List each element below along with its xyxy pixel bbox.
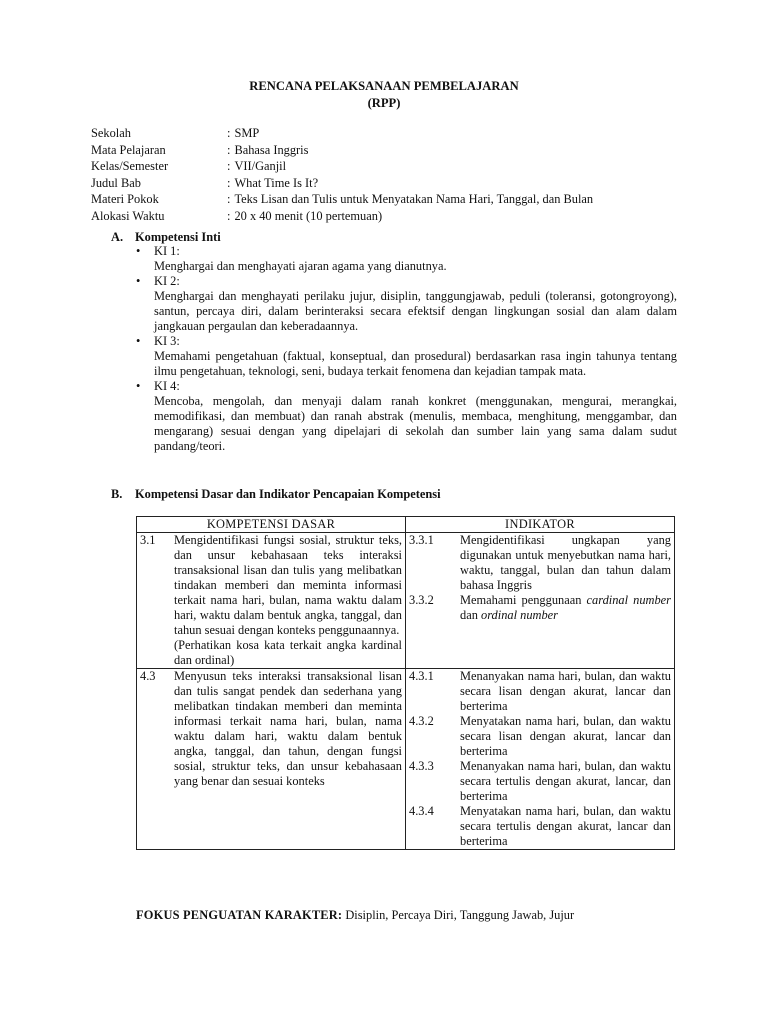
- indicator-text: Mengidentifikasi ungkapan yang digunakan untuk menyebutkan nama hari, waktu, tanggal, bulan dan tahun dalam bahasa Inggris: [460, 533, 671, 592]
- table-header-row: [137, 517, 675, 533]
- ki-text: Mencoba, mengolah, dan menyaji dalam ranah konkret (menggunakan, mengurai, merangkai, memodifikasi, dan membuat) dan ranah abstrak (menulis, membaca, menghitung, menggambar, dan mengarang) sesuai dengan yang dipelajari di sekolah dan sumber lain yang sama dalam sudut pandang/teori.: [154, 394, 677, 453]
- kompetensi-inti-list: [134, 244, 677, 454]
- kd-cell: [137, 669, 406, 850]
- list-item: [134, 379, 677, 454]
- indicator-item: [409, 593, 671, 623]
- identity-row: Sekolah : SMP: [91, 125, 593, 142]
- ki-text: Menghargai dan menghayati perilaku jujur, disiplin, tanggungjawab, peduli (toleransi, gotongroyong), santun, percaya diri, dalam berinteraksi secara efektsif dengan lingkungan sosial dan alam dalam jangkauan pergaulan dan keberadaannya.: [154, 289, 677, 333]
- indicator-number: 4.3.3: [409, 759, 434, 773]
- ki-title: KI 2:: [154, 274, 180, 288]
- bullet-icon: •: [136, 379, 141, 393]
- identity-label: Kelas/Semester: [91, 159, 169, 173]
- identity-row: Judul Bab : What Time Is It?: [91, 175, 593, 192]
- indicator-number: 3.3.1: [409, 533, 434, 547]
- identity-value: Bahasa Inggris: [234, 142, 309, 157]
- indicator-number: 3.3.2: [409, 593, 434, 607]
- kompetensi-dasar-table: [136, 516, 675, 850]
- identity-value: Teks Lisan dan Tulis untuk Menyatakan Nama Hari, Tanggal, dan Bulan: [234, 192, 594, 206]
- kd-number: 3.1: [140, 533, 156, 547]
- ki-text: Memahami pengetahuan (faktual, konseptual, dan prosedural) berdasarkan rasa ingin tahunya tentang ilmu pengetahuan, teknologi, seni, budaya terkait fenomena dan kejadian tampak mata.: [154, 349, 677, 378]
- kd-note: (Perhatikan kosa kata terkait angka kardinal dan ordinal): [174, 638, 402, 667]
- indicator-text: Menanyakan nama hari, bulan, dan waktu secara lisan dengan akurat, lancar dan berterima: [460, 669, 671, 713]
- identity-label: Sekolah: [91, 126, 131, 140]
- identity-label: Alokasi Waktu: [91, 208, 165, 223]
- indicator-item: [409, 533, 671, 593]
- identity-label: Materi Pokok: [91, 192, 159, 206]
- fokus-value: Disiplin, Percaya Diri, Tanggung Jawab, Jujur: [342, 908, 575, 922]
- kd-number: 4.3: [140, 669, 156, 683]
- ki-title: KI 3:: [154, 334, 180, 348]
- ki-title: KI 1:: [154, 244, 180, 258]
- bullet-icon: •: [136, 274, 141, 288]
- list-item: [134, 334, 677, 379]
- indicator-text: Menanyakan nama hari, bulan, dan waktu secara tertulis dengan akurat, lancar, dan berterima: [460, 759, 671, 803]
- table-row: [137, 533, 675, 669]
- fokus-penguatan-karakter: [136, 908, 574, 923]
- document-title: RENCANA PELAKSANAAN PEMBELAJARAN: [249, 79, 519, 93]
- indicator-text: Menyatakan nama hari, bulan, dan waktu secara tertulis dengan akurat, lancar dan berterima: [460, 804, 671, 848]
- identity-value: 20 x 40 menit (10 pertemuan): [234, 208, 383, 223]
- indicator-number: 4.3.2: [409, 714, 434, 728]
- indikator-cell: [406, 669, 675, 850]
- indicator-number: 4.3.4: [409, 804, 434, 818]
- column-header-indikator: INDIKATOR: [406, 517, 675, 533]
- kd-text: Mengidentifikasi fungsi sosial, struktur teks, dan unsur kebahasaan teks interaksi transaksional lisan dan tulis yang melibatkan tindakan memberi dan meminta informasi terkait nama hari, bulan, nama waktu dalam hari, waktu dalam bentuk angka, tanggal, dan tahun sesuai dengan konteks penggunaannya.: [174, 533, 402, 637]
- indikator-cell: [406, 533, 675, 669]
- identity-row: Kelas/Semester : VII/Ganjil: [91, 158, 593, 175]
- ordinal-number-term: ordinal number: [481, 608, 558, 622]
- identity-value: SMP: [234, 126, 260, 140]
- identity-value: VII/Ganjil: [234, 159, 287, 173]
- list-item: [134, 274, 677, 334]
- section-b-heading: [111, 487, 441, 502]
- kd-cell: [137, 533, 406, 669]
- document-subtitle: (RPP): [367, 96, 401, 110]
- section-letter: A.: [111, 230, 124, 244]
- indicator-text: Memahami penggunaan cardinal number dan ordinal number: [460, 593, 672, 622]
- section-letter: B.: [111, 487, 123, 501]
- identity-row: Alokasi Waktu : 20 x 40 menit (10 pertemuan): [91, 208, 593, 225]
- ki-title: KI 4:: [154, 379, 180, 393]
- table-row: [137, 669, 675, 850]
- cardinal-number-term: cardinal number: [586, 593, 672, 607]
- identity-row: Materi Pokok : Teks Lisan dan Tulis untuk Menyatakan Nama Hari, Tanggal, dan Bulan: [91, 192, 594, 206]
- section-a-heading: [111, 230, 221, 245]
- bullet-icon: •: [136, 244, 141, 258]
- bullet-icon: •: [136, 334, 141, 348]
- indicator-item: [409, 669, 671, 714]
- indicator-item: [409, 714, 671, 759]
- fokus-label: FOKUS PENGUATAN KARAKTER:: [136, 908, 343, 922]
- identity-label: Mata Pelajaran: [91, 142, 166, 157]
- identity-label: Judul Bab: [91, 175, 141, 190]
- indicator-text: Menyatakan nama hari, bulan, dan waktu secara lisan dengan akurat, lancar dan berterima: [460, 714, 671, 758]
- identity-table: [91, 125, 593, 224]
- indicator-item: [409, 804, 671, 849]
- identity-row: Mata Pelajaran : Bahasa Inggris: [91, 142, 593, 159]
- section-title: Kompetensi Inti: [135, 230, 221, 244]
- section-title: Kompetensi Dasar dan Indikator Pencapaian Kompetensi: [135, 487, 441, 501]
- ki-text: Menghargai dan menghayati ajaran agama yang dianutnya.: [154, 259, 447, 273]
- indicator-number: 4.3.1: [409, 669, 434, 683]
- indicator-item: [409, 759, 671, 804]
- list-item: [134, 244, 677, 274]
- identity-value: What Time Is It?: [234, 175, 319, 190]
- column-header-kd: KOMPETENSI DASAR: [137, 517, 406, 533]
- kd-text: Menyusun teks interaksi transaksional lisan dan tulis sangat pendek dan sederhana yang melibatkan tindakan memberi dan meminta informasi terkait nama hari, bulan, nama waktu dalam hari, waktu dalam bentuk angka, tanggal, dan tahun, dengan fungsi sosial, struktur teks, dan unsur kebahasaan yang benar dan sesuai konteks: [174, 669, 402, 788]
